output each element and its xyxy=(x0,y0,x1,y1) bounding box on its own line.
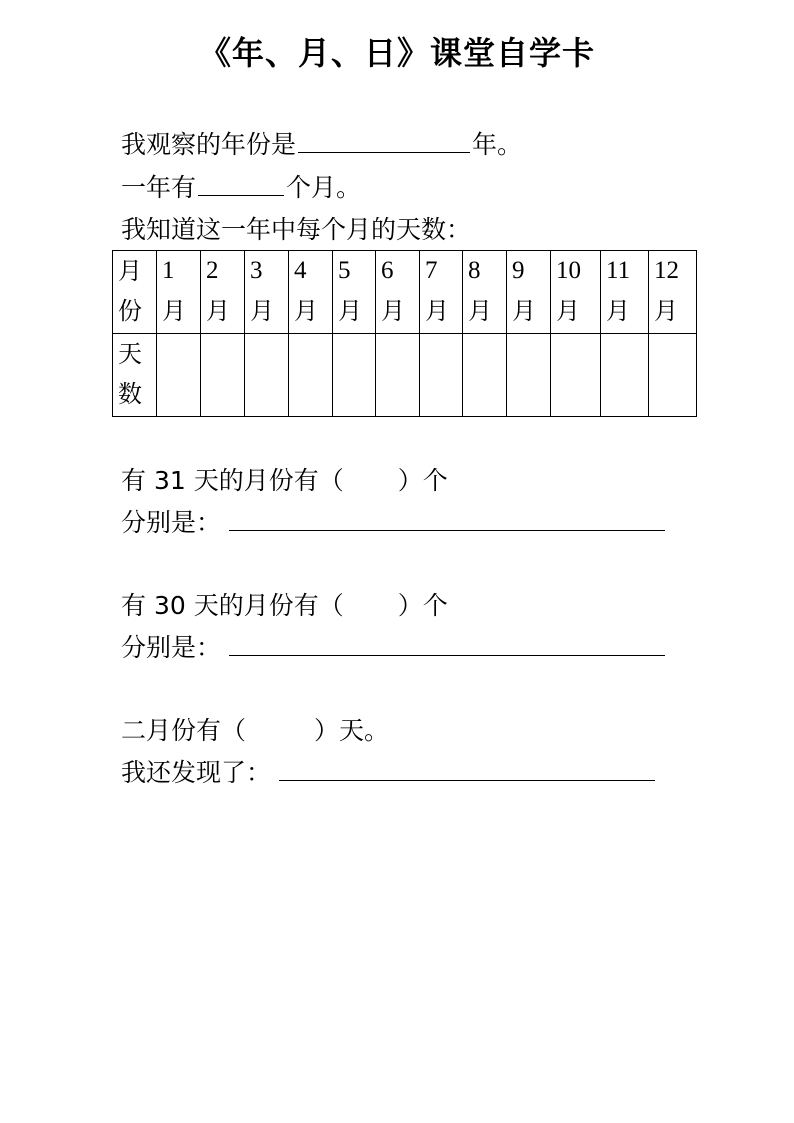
month-cell: 3 月 xyxy=(245,251,289,334)
month-row xyxy=(113,251,697,334)
discovery-line xyxy=(121,756,657,790)
days-cell[interactable] xyxy=(649,334,697,417)
q30-answer-label: 分别是： xyxy=(121,633,222,662)
year-prefix: 我观察的年份是 xyxy=(121,130,297,159)
discovery-blank[interactable] xyxy=(279,756,655,781)
feb-prefix: 二月份有（ xyxy=(121,716,247,745)
days-cell[interactable] xyxy=(551,334,601,417)
days-cell[interactable] xyxy=(420,334,463,417)
days-row xyxy=(113,334,697,417)
months-prefix: 一年有 xyxy=(121,173,197,202)
feb-question xyxy=(121,714,389,748)
year-observed-line xyxy=(121,128,522,162)
month-cell: 6 月 xyxy=(376,251,420,334)
days-cell[interactable] xyxy=(333,334,376,417)
q30-prefix: 有 30 天的月份有（ xyxy=(121,591,344,620)
month-cell: 11 月 xyxy=(601,251,649,334)
months-count-blank[interactable] xyxy=(198,171,284,196)
q30-answer-blank[interactable] xyxy=(229,631,665,656)
days-cell[interactable] xyxy=(463,334,507,417)
q31-question xyxy=(121,464,448,498)
month-cell: 7 月 xyxy=(420,251,463,334)
table-caption: 我知道这一年中每个月的天数： xyxy=(121,215,472,244)
year-blank[interactable] xyxy=(298,128,470,153)
q31-answer-line xyxy=(121,506,667,540)
months-suffix: 个月。 xyxy=(286,173,362,202)
q31-suffix: ）个 xyxy=(397,466,448,495)
feb-suffix: ）天。 xyxy=(314,716,390,745)
days-cell[interactable] xyxy=(289,334,333,417)
days-cell[interactable] xyxy=(376,334,420,417)
month-cell: 4 月 xyxy=(289,251,333,334)
year-suffix: 年。 xyxy=(472,130,523,159)
days-cell[interactable] xyxy=(201,334,245,417)
row-header-days: 天 数 xyxy=(113,334,157,417)
q31-prefix: 有 31 天的月份有（ xyxy=(121,466,344,495)
month-cell: 5 月 xyxy=(333,251,376,334)
q31-answer-blank[interactable] xyxy=(229,506,665,531)
days-cell[interactable] xyxy=(245,334,289,417)
month-cell: 8 月 xyxy=(463,251,507,334)
month-cell: 10 月 xyxy=(551,251,601,334)
q31-answer-label: 分别是： xyxy=(121,508,222,537)
month-days-table xyxy=(112,250,697,417)
months-count-line xyxy=(121,171,361,205)
q30-question xyxy=(121,589,448,623)
discovery-label: 我还发现了： xyxy=(121,758,272,787)
days-cell[interactable] xyxy=(507,334,551,417)
month-cell: 12 月 xyxy=(649,251,697,334)
days-cell[interactable] xyxy=(157,334,201,417)
row-header-month: 月 份 xyxy=(113,251,157,334)
month-cell: 2 月 xyxy=(201,251,245,334)
page-title: 《年、月、日》课堂自学卡 xyxy=(198,34,595,72)
q30-answer-line xyxy=(121,631,667,665)
month-cell: 9 月 xyxy=(507,251,551,334)
days-cell[interactable] xyxy=(601,334,649,417)
q30-suffix: ）个 xyxy=(397,591,448,620)
month-cell: 1 月 xyxy=(157,251,201,334)
